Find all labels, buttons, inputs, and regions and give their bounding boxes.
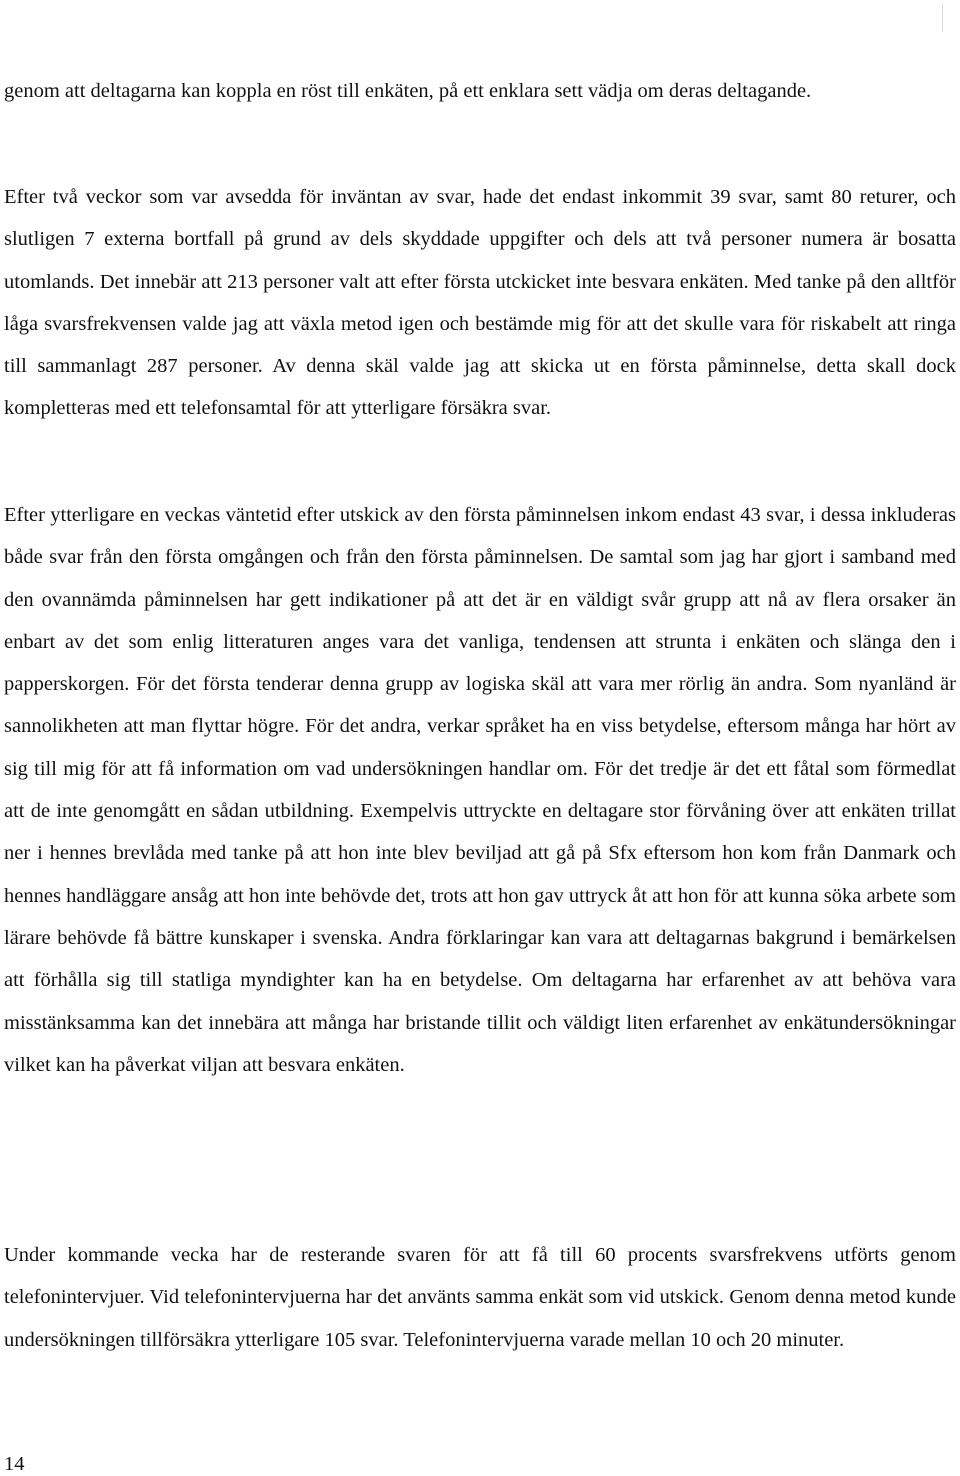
page-number: 14	[4, 1453, 25, 1475]
paragraph-2: Efter två veckor som var avsedda för inväntan av svar, hade det endast inkommit 39 svar, samt 80 returer, och slutligen 7 externa bortfall på grund av dels skyddade uppgifter och dels att två personer numera är bosatta utomlands. Det innebär att 213 personer valt att efter första utckicket inte besvara enkäten. Med tanke på den alltför låga svarsfrekvensen valde jag att växla metod igen och bestämde mig för att det skulle vara för riskabelt att ringa till sammanlagt 287 personer. Av denna skäl valde jag att skicka ut en första påminnelse, detta skall dock kompletteras med ett telefonsamtal för att ytterligare försäkra svar.	[4, 186, 956, 420]
page-corner-rule	[942, 4, 943, 32]
paragraph-3: Efter ytterligare en veckas väntetid efter utskick av den första påminnelsen inkom endast 43 svar, i dessa inkluderas både svar från den första omgången och från den första påminnelsen. De samtal som jag har gjort i samband med den ovannämda påminnelsen har gett indikationer på att det är en väldigt svår grupp att nå av flera orsaker än enbart av det som enlig litteraturen anges vara det vanliga, tendensen att strunta i enkäten och slänga den i papperskorgen. För det första tenderar denna grupp av logiska skäl att vara mer rörlig än andra. Som nyanländ är sannolikheten att man flyttar högre. För det andra, verkar språket ha en viss betydelse, eftersom många har hört av sig till mig för att få information om vad undersökningen handlar om. För det tredje är det ett fåtal som förmedlat att de inte genomgått en sådan utbildning. Exempelvis uttryckte en deltagare stor förvåning över att enkäten trillat ner i hennes brevlåda med tanke på att hon inte blev beviljad att gå på Sfx eftersom hon kom från Danmark och hennes handläggare ansåg att hon inte behövde det, trots att hon gav uttryck åt att hon för att kunna söka arbete som lärare behövde få bättre kunskaper i svenska. Andra förklaringar kan vara att deltagarnas bakgrund i bemärkelsen att förhålla sig till statliga myndighter kan ha en betydelse. Om deltagarna har erfarenhet av att behöva vara misstänksamma kan det innebära att många har bristande tillit och väldigt liten erfarenhet av enkätundersökningar vilket kan ha påverkat viljan att besvara enkäten.	[4, 504, 956, 1076]
paragraph-4: Under kommande vecka har de resterande svaren för att få till 60 procents svarsfrekvens utförts genom telefonintervjuer. Vid telefonintervjuerna har det använts samma enkät som vid utskick. Genom denna metod kunde undersökningen tillförsäkra ytterligare 105 svar. Telefonintervjuerna varade mellan 10 och 20 minuter.	[4, 1244, 956, 1351]
paragraph-1: genom att deltagarna kan koppla en röst till enkäten, på ett enklara sett vädja om deras deltagande.	[4, 80, 812, 102]
